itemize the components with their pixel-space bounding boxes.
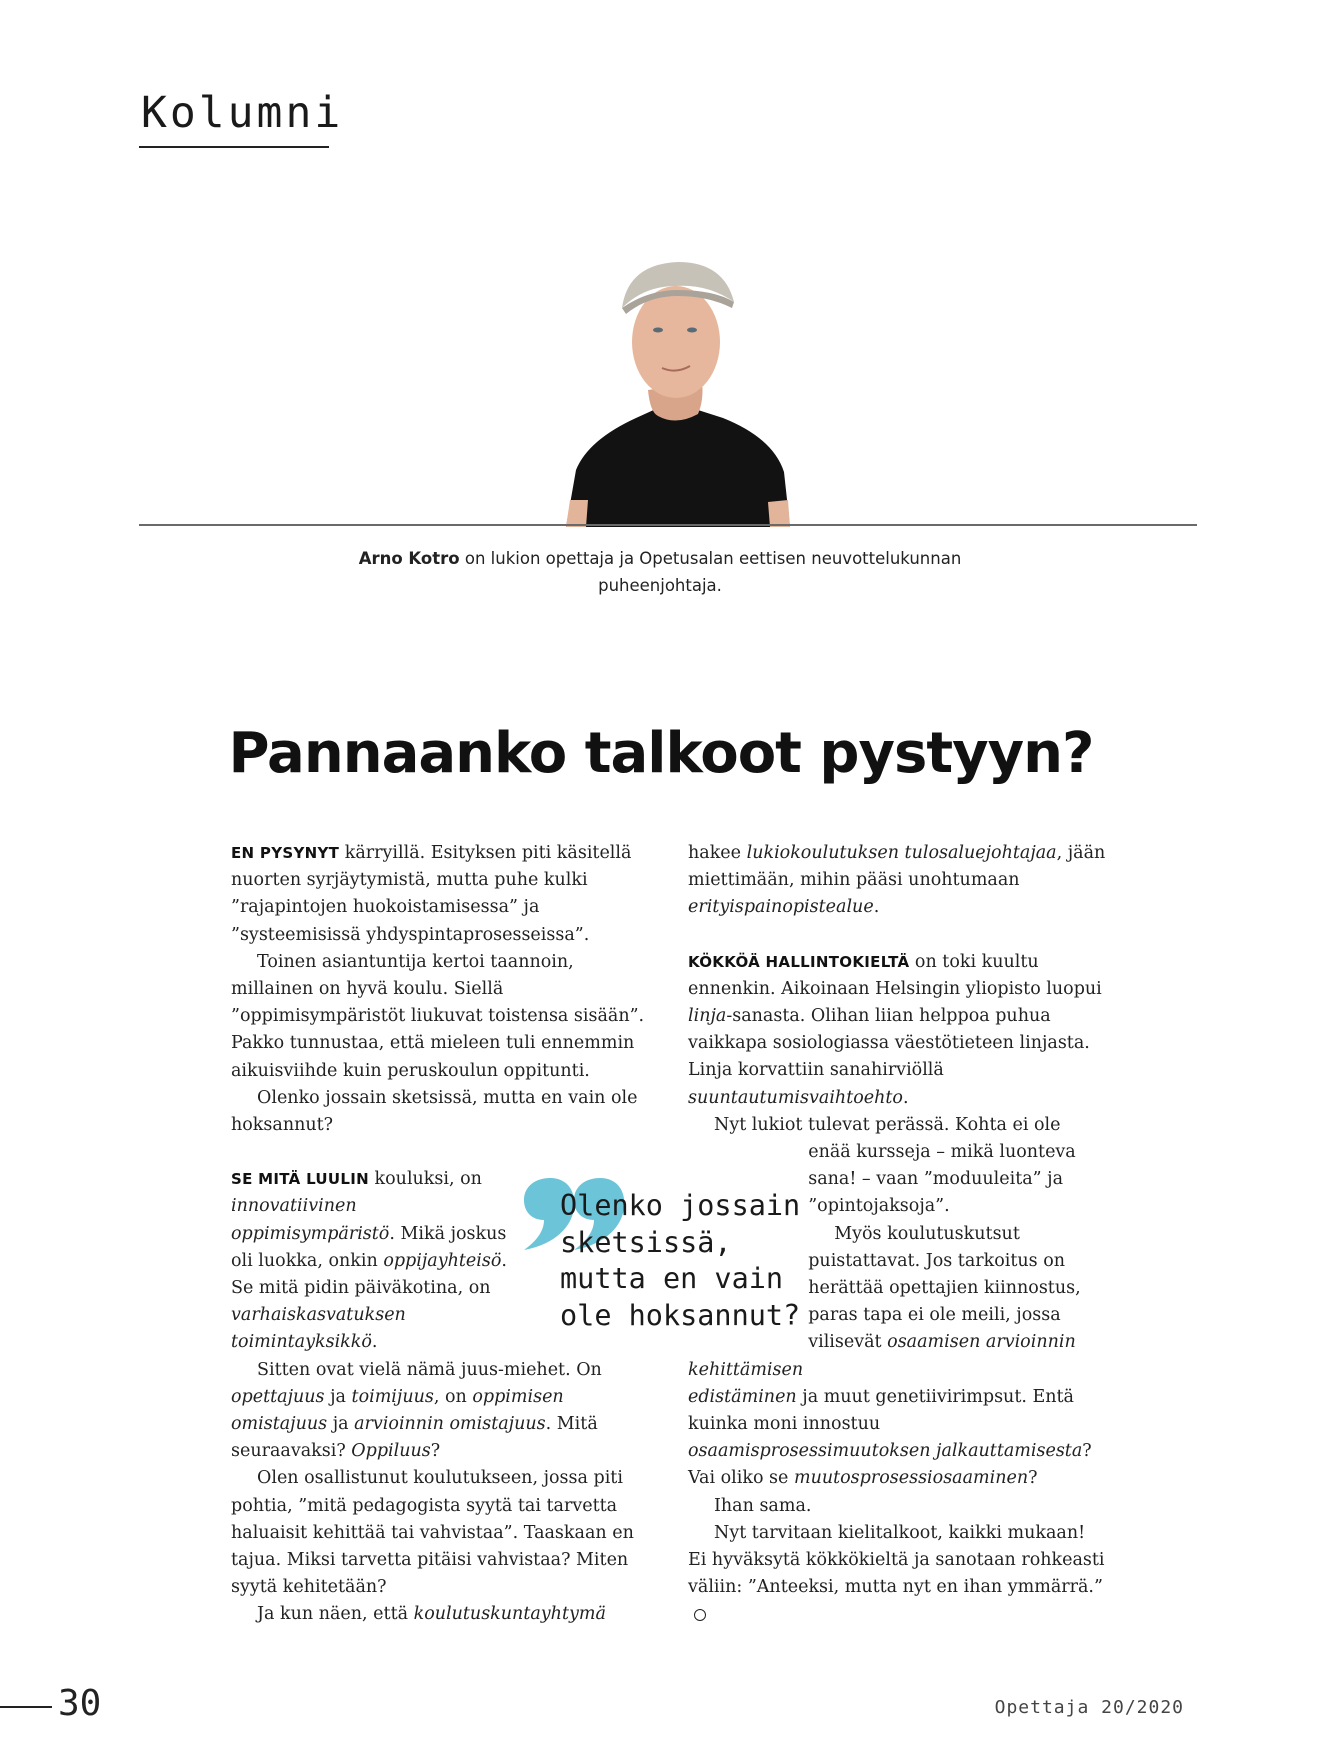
paragraph: Myös koulutuskutsut puistattavat. Jos tarkoitus on herättää opettajien kiinnostus, paras tapa ei ole meili, jossa vilisevät osaamisen arvioinnin kehittämisen xyxy=(688,1223,1081,1380)
lead-in: SE MITÄ LUULIN xyxy=(231,1170,369,1189)
author-byline xyxy=(330,545,990,599)
article-column-right xyxy=(688,840,1108,1629)
paragraph: Toinen asiantuntija kertoi taannoin, millainen on hyvä koulu. Siellä ”oppimisympäristöt liukuvat toistensa sisään”. Pakko tunnustaa, että mieleen tuli ennemmin aikuisviihde kuin peruskoulun oppitunti. xyxy=(231,951,645,1081)
end-of-article-icon xyxy=(694,1609,706,1621)
author-name: Arno Kotro xyxy=(358,549,460,568)
paragraph: edistäminen ja muut genetiivirimpsut. Entä kuinka moni innostuu osaamisprosessimuutoksen jalkauttamisesta? Vai oliko se muutosprosessiosaaminen? xyxy=(688,1386,1092,1489)
paragraph: Olenko jossain sketsissä, mutta en vain ole hoksannut? xyxy=(231,1087,638,1136)
paragraph: Sitten ovat vielä nämä juus-miehet. On opettajuus ja toimijuus, on oppimisen omistajuus ja arvioinnin omistajuus. Mitä seuraavaksi? Oppiluus? xyxy=(231,1359,602,1462)
author-photo xyxy=(548,250,798,527)
paragraph: SE MITÄ LUULIN kouluksi, on innovatiivinen oppimisympäristö. Mikä joskus oli luokka, onkin oppijayhteisö. Se mitä pidin päiväkotina, on varhaiskasvatuksen toimintayksikkö. xyxy=(231,1169,507,1353)
article-headline: Pannaanko talkoot pystyyn? xyxy=(228,721,1094,786)
page-number: 30 xyxy=(58,1683,102,1724)
paragraph: hakee lukiokoulutuksen tulosaluejohtajaa, jään miettimään, mihin pääsi unohtumaan erityispainopistealue. xyxy=(688,843,1106,918)
paragraph: Olen osallistunut koulutukseen, jossa piti pohtia, ”mitä pedagogista syytä tai tarvetta haluaisit kehittää tai vahvistaa”. Taaskaan en tajua. Miksi tarvetta pitäisi vahvistaa? Miten syytä kehitetään? xyxy=(231,1468,634,1598)
issue-label: Opettaja 20/2020 xyxy=(994,1697,1184,1718)
lead-in: KÖKKÖÄ HALLINTOKIELTÄ xyxy=(688,952,910,971)
pull-quote-text: Olenko jossain sketsissä, mutta en vain ole hoksannut? xyxy=(560,1189,801,1332)
paragraph: Nyt lukiot tulevat perässä. Kohta ei ole xyxy=(714,1114,1061,1135)
pull-quote-space xyxy=(688,1166,808,1342)
author-description: on lukion opettaja ja Opetusalan eettisen neuvottelukunnan puheenjohtaja. xyxy=(459,549,962,595)
section-underline xyxy=(139,146,329,148)
section-label: Kolumni xyxy=(141,88,344,138)
byline-divider xyxy=(139,524,1197,526)
paragraph: enää kursseja – mikä luonteva sana! – vaan ”moduuleita” ja ”opintojaksoja”. xyxy=(808,1142,1076,1217)
paragraph: Nyt tarvitaan kielitalkoot, kaikki mukaan! Ei hyväksytä kökkökieltä ja sanotaan rohkeasti väliin: ”Anteeksi, mutta nyt en ihan ymmärrä.” xyxy=(688,1520,1108,1629)
footer-rule xyxy=(0,1706,52,1708)
paragraph: Ja kun näen, että koulutuskuntayhtymä xyxy=(257,1604,606,1625)
author-portrait-illustration xyxy=(548,250,798,527)
paragraph: KÖKKÖÄ HALLINTOKIELTÄ on toki kuultu ennenkin. Aikoinaan Helsingin yliopisto luopui linja-sanasta. Olihan liian helppoa puhua vaikkapa sosiologiassa väestötieteen linjasta. Linja korvattiin sanahirviöllä suuntautumisvaihtoehto. xyxy=(688,951,1102,1108)
paragraph: Ihan sama. xyxy=(714,1495,812,1516)
paragraph: EN PYSYNYT kärryillä. Esityksen piti käsitellä nuorten syrjäytymistä, mutta puhe kulki ”rajapintojen huokoistamisessa” ja ”systeemisissä yhdyspintaprosesseissa”. xyxy=(231,843,632,945)
lead-in: EN PYSYNYT xyxy=(231,844,340,862)
